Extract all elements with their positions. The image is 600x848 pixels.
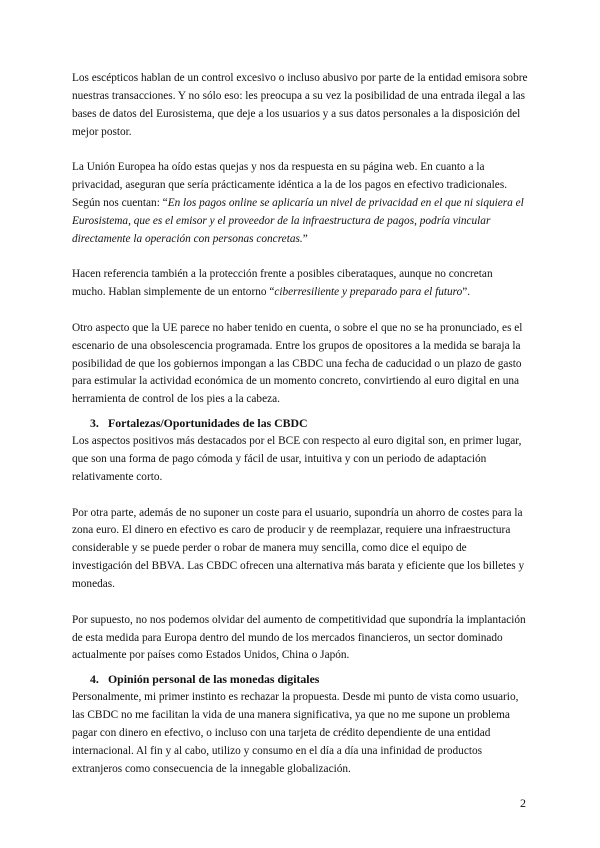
section-title: Fortalezas/Oportunidades de las CBDC: [108, 416, 308, 431]
section-number: 4.: [90, 672, 99, 687]
paragraph-skeptics: Los escépticos hablan de un control excesivo o incluso abusivo por parte de la entidad emisora sobre nuestras transacciones. Y no sólo eso: les preocupa a su vez la posibilidad de una entrada ilegal a las bases de datos del Eurosistema, que deje a los usuarios y a sus datos personales a la disposición del mejor postor.: [72, 72, 528, 138]
paragraph-cyberattacks-text: Hacen referencia también a la protección frente a posibles ciberataques, aunque no concretan mucho. Hablan simplemente de un entorno “: [72, 268, 493, 299]
page-number: 2: [520, 796, 526, 810]
eu-privacy-quote: En los pagos online se aplicaría un nivel de privacidad en el que ni siquiera el Eurosistema, que es el emisor y el proveedor de la infraestructura de pagos, podría vincular directamente la operación con personas concretas.: [72, 197, 524, 245]
section-heading-opinion: [72, 671, 528, 689]
paragraph-positive-aspects: Los aspectos positivos más destacados por el BCE con respecto al euro digital son, en primer lugar, que son una forma de pago cómoda y fácil de usar, intuitiva y con un periodo de adaptación relativamente corto.: [72, 435, 522, 483]
paragraph-competitiveness: Por supuesto, no nos podemos olvidar del aumento de competitividad que supondría la implantación de esta medida para Europa dentro del mundo de los mercados financieros, un sector dominado actualmente por países como Estados Unidos, China o Japón.: [72, 613, 526, 662]
section-number: 3.: [90, 416, 99, 431]
section-title: Opinión personal de las monedas digitales: [108, 672, 320, 687]
eu-privacy-quote-close: ”: [302, 232, 308, 245]
paragraph-eu-response: [72, 159, 528, 249]
paragraph-obsolescence: Otro aspecto que la UE parece no haber tenido en cuenta, o sobre el que no se ha pronunciado, es el escenario de una obsolescencia programada. Entre los grupos de opositores a la medida se baraja la posibilidad de que los gobiernos impongan a las CBDC una fecha de caducidad o un plazo de gasto para estimular la actividad económica de un momento concreto, convirtiendo al euro digital en una herramienta de control de los pies a la cabeza.: [72, 321, 523, 406]
page-content: [72, 70, 528, 796]
paragraph-eu-response-text: La Unión Europea ha oído estas quejas y nos da respuesta en su página web. En cuanto a la privacidad, aseguran que sería prácticamente idéntica a la de los pagos en efectivo tradicionales. Según nos cuentan: “: [72, 161, 508, 210]
paragraph-personal-opinion: Personalmente, mi primer instinto es rechazar la propuesta. Desde mi punto de vista como usuario, las CBDC no me facilitan la vida de una manera significativa, ya que no me supone un problema pagar con dinero en efectivo, o incluso con una tarjeta de crédito dependiente de una entidad internacional. Al fin y al cabo, utilizo y consumo en el día a día una infinidad de productos extranjeros como consecuencia de la innegable globalización.: [72, 691, 519, 775]
cyber-quote: ciberresiliente y preparado para el futuro: [274, 286, 463, 299]
paragraph-cost-savings: Por otra parte, además de no suponer un coste para el usuario, supondría un ahorro de costes para la zona euro. El dinero en efectivo es caro de producir y de reemplazar, requiere una infraestructura considerable y se puede perder o robar de manera muy sencilla, como dice el equipo de investigación del BBVA. Las CBDC ofrecen una alternativa más barata y eficiente que los billetes y monedas.: [72, 506, 525, 591]
section-heading-strengths: [72, 415, 528, 433]
cyber-quote-close: ”.: [462, 286, 471, 299]
paragraph-cyberattacks: [72, 266, 528, 302]
